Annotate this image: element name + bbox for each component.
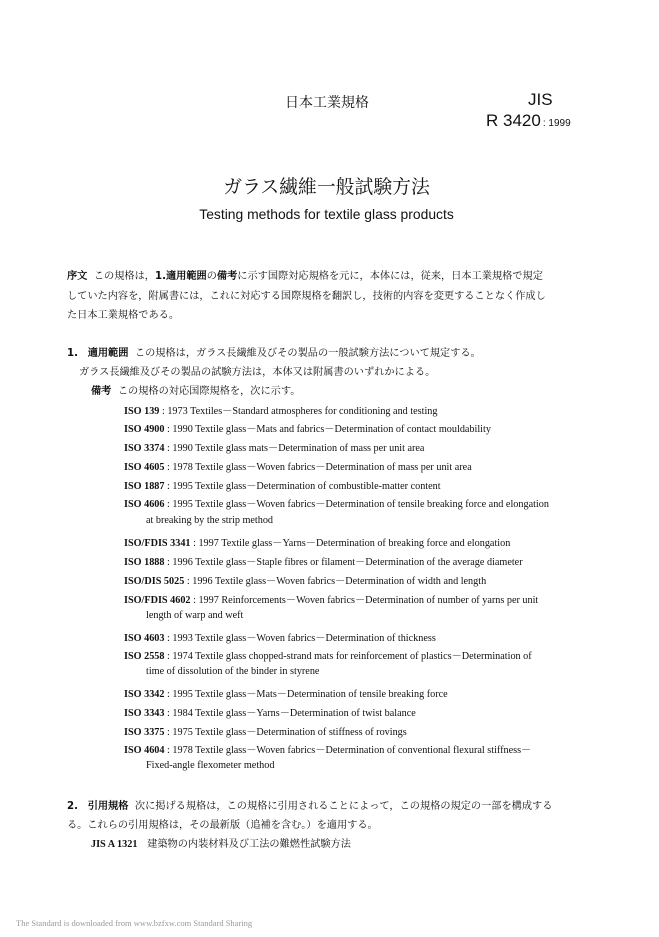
- section-2-line-2: る。これらの引用規格は，その最新版（追補を含む。）を適用する。: [67, 820, 378, 831]
- page-subtitle: Testing methods for textile glass products: [199, 206, 454, 222]
- reference-item: ISO/FDIS 4602 : 1997 Reinforcements－Woven fabrics－Determination of number of yarns per unit: [124, 595, 539, 606]
- reference-item: ISO 4604 : 1978 Textile glass－Woven fabrics－Determination of conventional flexural stiffness－: [124, 745, 532, 756]
- remark-heading: 備考: [91, 386, 112, 397]
- section-2-line-1: 2. 引用規格 次に掲げる規格は，この規格に引用されることによって，この規格の規定の一部を構成する: [67, 801, 553, 812]
- preface-heading: 序文: [67, 271, 88, 282]
- reference-item-continuation: Fixed-angle flexometer method: [146, 760, 275, 771]
- reference-item: ISO 139 : 1973 Textiles－Standard atmospheres for conditioning and testing: [124, 406, 438, 417]
- reference-item-continuation: time of dissolution of the binder in styrene: [146, 666, 320, 677]
- reference-item: ISO 4606 : 1995 Textile glass－Woven fabrics－Determination of tensile breaking force and elongation: [124, 499, 549, 510]
- page-title: ガラス繊維一般試験方法: [223, 176, 430, 198]
- reference-item: ISO 3342 : 1995 Textile glass－Mats－Determination of tensile breaking force: [124, 689, 448, 700]
- preface-line-3: た日本工業規格である。: [67, 310, 180, 321]
- cited-standard-title: 建築物の内装材料及び工法の難燃性試験方法: [147, 839, 351, 850]
- reference-item-continuation: length of warp and weft: [146, 610, 244, 621]
- reference-item: ISO 1887 : 1995 Textile glass－Determination of combustible-matter content: [124, 481, 441, 492]
- reference-item: ISO 3375 : 1975 Textile glass－Determination of stiffness of rovings: [124, 727, 407, 738]
- reference-item: ISO 1888 : 1996 Textile glass－Staple fibres or filament－Determination of the average diameter: [124, 557, 523, 568]
- standard-code: R 3420: [486, 111, 541, 130]
- reference-item: ISO/DIS 5025 : 1996 Textile glass－Woven fabrics－Determination of width and length: [124, 576, 487, 587]
- reference-item-continuation: at breaking by the strip method: [146, 515, 274, 526]
- section-2-number: 2.: [67, 801, 78, 812]
- remark: 備考 この規格の対応国際規格を，次に示す。: [91, 386, 301, 397]
- section-2-heading: 引用規格: [87, 801, 129, 812]
- section-1-line-1: 1. 適用範囲 この規格は，ガラス長繊維及びその製品の一般試験方法について規定する。: [67, 348, 481, 359]
- cited-standard-code: JIS A 1321: [91, 839, 138, 850]
- standard-year: : 1999: [542, 118, 571, 129]
- reference-item: ISO 3374 : 1990 Textile glass mats－Determination of mass per unit area: [124, 443, 425, 454]
- cited-standard: [91, 835, 351, 850]
- download-footer: The Standard is downloaded from www.bzfxw.com Standard Sharing: [16, 918, 253, 928]
- reference-item: ISO 4605 : 1978 Textile glass－Woven fabrics－Determination of mass per unit area: [124, 462, 472, 473]
- reference-item: ISO 4603 : 1993 Textile glass－Woven fabrics－Determination of thickness: [124, 633, 436, 644]
- reference-item: ISO/FDIS 3341 : 1997 Textile glass－Yarns－Determination of breaking force and elongation: [124, 538, 511, 549]
- section-1-line-2: ガラス長繊維及びその製品の試験方法は，本体又は附属書のいずれかによる。: [79, 367, 436, 378]
- section-1-heading: 適用範囲: [87, 348, 129, 359]
- jis-mark: JIS: [528, 90, 553, 109]
- reference-item: ISO 2558 : 1974 Textile glass chopped-strand mats for reinforcement of plastics－Determination of: [124, 651, 532, 662]
- preface-line-1: 序文 この規格は，1.適用範囲の備考に示す国際対応規格を元に，本体には，従来，日本工業規格で規定: [67, 271, 543, 282]
- preface-line-2: していた内容を，附属書には，これに対応する国際規格を翻訳し，技術的内容を変更することなく作成し: [67, 291, 546, 302]
- reference-item: ISO 3343 : 1984 Textile glass－Yarns－Determination of twist balance: [124, 708, 416, 719]
- reference-item: ISO 4900 : 1990 Textile glass－Mats and fabrics－Determination of contact mouldability: [124, 424, 491, 435]
- section-1-number: 1.: [67, 348, 78, 359]
- standard-type-label: 日本工業規格: [285, 95, 369, 111]
- standard-number: [486, 111, 571, 131]
